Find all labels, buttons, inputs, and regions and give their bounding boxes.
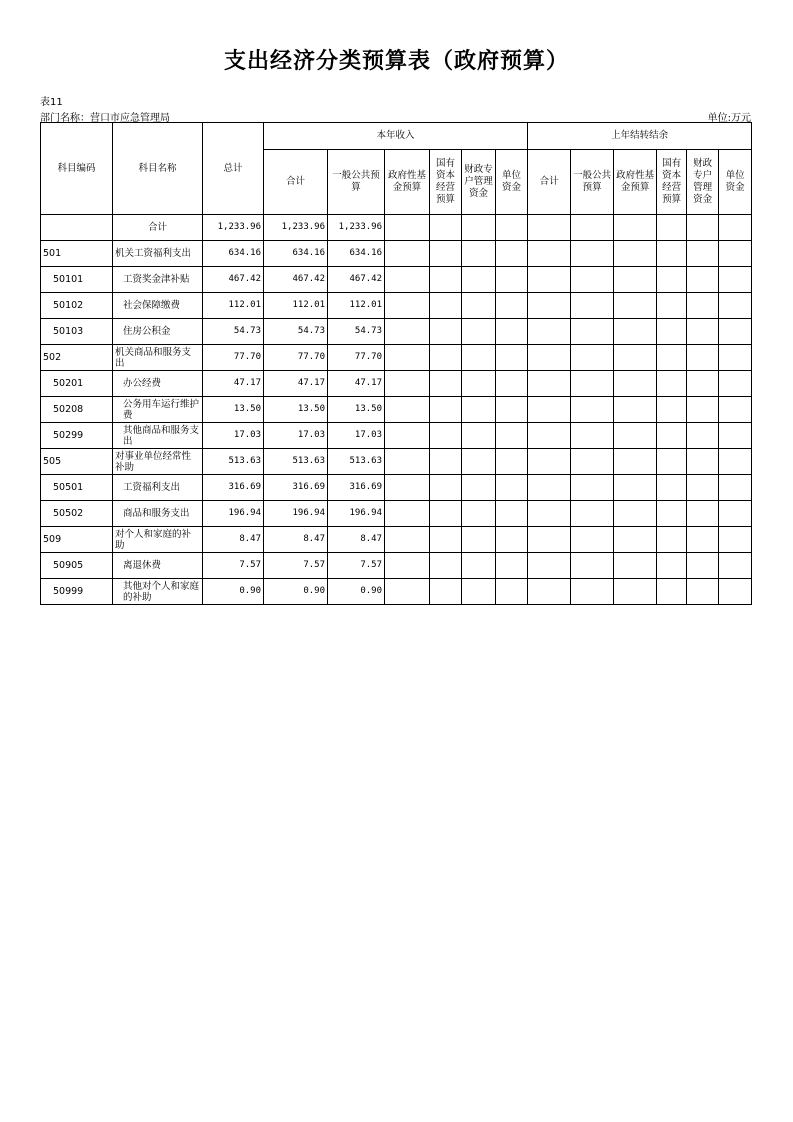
row-name: 公务用车运行维护费 [113,397,203,423]
table-row [41,449,752,475]
row-code: 50201 [41,371,113,397]
row-empty-cell [571,449,614,475]
header-prior-state-capital: 国有资本经营预算 [657,150,687,215]
row-total: 634.16 [203,241,264,267]
row-empty-cell [614,371,657,397]
row-empty-cell [528,371,571,397]
unit-label: 单位:万元 [707,113,751,124]
row-total: 112.01 [203,293,264,319]
row-empty-cell [528,501,571,527]
row-cur-general: 8.47 [328,527,385,553]
row-empty-cell [571,267,614,293]
row-empty-cell [462,553,496,579]
row-cur-general: 196.94 [328,501,385,527]
row-empty-cell [687,345,719,371]
header-code: 科目编码 [41,123,113,215]
row-empty-cell [385,501,430,527]
row-empty-cell [614,319,657,345]
row-empty-cell [528,215,571,241]
row-empty-cell [657,579,687,605]
row-empty-cell [657,553,687,579]
department-label: 部门名称：营口市应急管理局 [40,113,170,124]
row-empty-cell [657,501,687,527]
row-total: 17.03 [203,423,264,449]
row-cur-general: 13.50 [328,397,385,423]
row-empty-cell [687,397,719,423]
row-empty-cell [385,319,430,345]
row-empty-cell [571,579,614,605]
row-cur-general: 7.57 [328,553,385,579]
row-empty-cell [496,345,528,371]
row-empty-cell [719,475,752,501]
row-code: 50999 [41,579,113,605]
row-name: 其他对个人和家庭的补助 [113,579,203,605]
row-empty-cell [719,345,752,371]
row-cur-total: 316.69 [264,475,328,501]
table-row [41,371,752,397]
row-code [41,215,113,241]
row-empty-cell [430,241,462,267]
row-empty-cell [614,215,657,241]
row-empty-cell [385,397,430,423]
row-empty-cell [496,267,528,293]
row-total: 7.57 [203,553,264,579]
row-total: 467.42 [203,267,264,293]
header-cur-unit-funds: 单位资金 [496,150,528,215]
row-total: 8.47 [203,527,264,553]
row-empty-cell [719,501,752,527]
row-cur-total: 196.94 [264,501,328,527]
header-prior-year: 上年结转结余 [528,123,752,150]
row-code: 50299 [41,423,113,449]
table-number: 表11 [40,97,63,108]
row-empty-cell [614,293,657,319]
row-empty-cell [528,241,571,267]
row-name: 工资奖金津补贴 [113,267,203,293]
row-empty-cell [385,267,430,293]
row-empty-cell [571,527,614,553]
row-empty-cell [528,527,571,553]
row-empty-cell [614,501,657,527]
row-empty-cell [430,501,462,527]
row-cur-general: 1,233.96 [328,215,385,241]
row-empty-cell [430,267,462,293]
table-row [41,423,752,449]
row-empty-cell [571,371,614,397]
row-empty-cell [496,397,528,423]
row-empty-cell [614,579,657,605]
row-empty-cell [385,579,430,605]
row-empty-cell [687,475,719,501]
row-empty-cell [462,267,496,293]
row-cur-total: 112.01 [264,293,328,319]
row-empty-cell [657,293,687,319]
row-empty-cell [462,215,496,241]
row-empty-cell [528,449,571,475]
row-name: 社会保障缴费 [113,293,203,319]
table-row [41,553,752,579]
budget-table [40,122,752,605]
row-empty-cell [719,319,752,345]
row-total: 47.17 [203,371,264,397]
row-name: 商品和服务支出 [113,501,203,527]
row-empty-cell [462,319,496,345]
row-empty-cell [462,501,496,527]
row-empty-cell [462,345,496,371]
row-empty-cell [385,449,430,475]
row-empty-cell [657,527,687,553]
row-empty-cell [496,293,528,319]
row-empty-cell [462,371,496,397]
table-row [41,345,752,371]
row-code: 50103 [41,319,113,345]
row-empty-cell [496,579,528,605]
row-empty-cell [571,215,614,241]
row-cur-general: 47.17 [328,371,385,397]
row-empty-cell [496,241,528,267]
header-prior-total: 合计 [528,150,571,215]
header-prior-general: 一般公共预算 [571,150,614,215]
row-total: 513.63 [203,449,264,475]
row-cur-total: 513.63 [264,449,328,475]
row-empty-cell [385,475,430,501]
row-total: 1,233.96 [203,215,264,241]
header-prior-special-account: 财政专户管理资金 [687,150,719,215]
row-empty-cell [528,423,571,449]
row-empty-cell [385,527,430,553]
row-empty-cell [430,527,462,553]
row-empty-cell [528,553,571,579]
row-empty-cell [496,319,528,345]
row-name: 办公经费 [113,371,203,397]
row-empty-cell [462,241,496,267]
header-current-year: 本年收入 [264,123,528,150]
row-code: 50501 [41,475,113,501]
row-empty-cell [528,475,571,501]
row-empty-cell [496,215,528,241]
row-code: 502 [41,345,113,371]
row-empty-cell [571,501,614,527]
row-empty-cell [496,501,528,527]
row-empty-cell [496,527,528,553]
row-empty-cell [687,267,719,293]
row-empty-cell [385,345,430,371]
row-empty-cell [571,423,614,449]
row-cur-general: 0.90 [328,579,385,605]
row-empty-cell [462,397,496,423]
row-cur-total: 467.42 [264,267,328,293]
row-empty-cell [385,371,430,397]
row-empty-cell [496,423,528,449]
row-empty-cell [614,241,657,267]
row-empty-cell [657,345,687,371]
row-empty-cell [528,293,571,319]
row-empty-cell [687,501,719,527]
table-body [41,215,752,605]
row-name: 离退休费 [113,553,203,579]
row-empty-cell [462,293,496,319]
row-empty-cell [657,423,687,449]
row-empty-cell [430,449,462,475]
row-empty-cell [687,423,719,449]
row-empty-cell [571,241,614,267]
row-cur-general: 54.73 [328,319,385,345]
row-empty-cell [430,553,462,579]
row-cur-total: 7.57 [264,553,328,579]
row-name: 机关商品和服务支出 [113,345,203,371]
row-empty-cell [687,371,719,397]
table-row [41,579,752,605]
row-cur-general: 513.63 [328,449,385,475]
row-cur-total: 634.16 [264,241,328,267]
row-cur-total: 8.47 [264,527,328,553]
row-code: 509 [41,527,113,553]
row-empty-cell [571,293,614,319]
row-empty-cell [657,397,687,423]
row-empty-cell [462,423,496,449]
row-cur-general: 467.42 [328,267,385,293]
row-cur-general: 634.16 [328,241,385,267]
row-empty-cell [430,475,462,501]
row-empty-cell [385,423,430,449]
row-code: 50905 [41,553,113,579]
row-empty-cell [614,553,657,579]
table-row [41,501,752,527]
row-empty-cell [528,397,571,423]
row-empty-cell [614,475,657,501]
row-empty-cell [462,579,496,605]
row-name: 合计 [113,215,203,241]
row-empty-cell [430,371,462,397]
row-cur-total: 1,233.96 [264,215,328,241]
row-name: 住房公积金 [113,319,203,345]
row-empty-cell [657,475,687,501]
header-prior-unit-funds: 单位资金 [719,150,752,215]
row-empty-cell [430,293,462,319]
row-empty-cell [657,371,687,397]
row-total: 77.70 [203,345,264,371]
row-empty-cell [719,397,752,423]
header-cur-state-capital: 国有资本经营预算 [430,150,462,215]
row-name: 对事业单位经常性补助 [113,449,203,475]
row-code: 501 [41,241,113,267]
row-cur-total: 47.17 [264,371,328,397]
row-empty-cell [657,215,687,241]
row-name: 其他商品和服务支出 [113,423,203,449]
row-empty-cell [528,267,571,293]
row-empty-cell [614,345,657,371]
row-empty-cell [719,241,752,267]
row-total: 0.90 [203,579,264,605]
row-empty-cell [657,319,687,345]
row-empty-cell [614,423,657,449]
row-empty-cell [462,449,496,475]
table-row [41,397,752,423]
row-empty-cell [462,475,496,501]
row-empty-cell [385,293,430,319]
table-row [41,527,752,553]
row-cur-general: 112.01 [328,293,385,319]
row-code: 50208 [41,397,113,423]
row-code: 50502 [41,501,113,527]
row-total: 13.50 [203,397,264,423]
row-total: 54.73 [203,319,264,345]
row-empty-cell [614,397,657,423]
row-empty-cell [430,397,462,423]
row-code: 50102 [41,293,113,319]
row-cur-total: 54.73 [264,319,328,345]
row-empty-cell [430,215,462,241]
row-empty-cell [385,215,430,241]
table-row [41,215,752,241]
row-empty-cell [719,579,752,605]
row-empty-cell [528,579,571,605]
row-empty-cell [430,423,462,449]
row-empty-cell [687,579,719,605]
row-cur-general: 17.03 [328,423,385,449]
row-empty-cell [462,527,496,553]
row-empty-cell [614,449,657,475]
row-name: 机关工资福利支出 [113,241,203,267]
row-empty-cell [496,553,528,579]
row-empty-cell [719,449,752,475]
table-row [41,267,752,293]
row-empty-cell [496,475,528,501]
row-empty-cell [719,527,752,553]
page-title: 支出经济分类预算表（政府预算） [223,49,569,74]
row-empty-cell [657,241,687,267]
table-row [41,319,752,345]
row-empty-cell [614,267,657,293]
row-empty-cell [719,423,752,449]
row-empty-cell [385,241,430,267]
row-empty-cell [657,267,687,293]
row-empty-cell [719,267,752,293]
row-empty-cell [430,579,462,605]
row-name: 对个人和家庭的补助 [113,527,203,553]
row-empty-cell [719,553,752,579]
row-empty-cell [614,527,657,553]
row-cur-total: 17.03 [264,423,328,449]
row-empty-cell [528,319,571,345]
row-code: 505 [41,449,113,475]
row-empty-cell [657,449,687,475]
row-cur-total: 13.50 [264,397,328,423]
row-empty-cell [496,371,528,397]
row-code: 50101 [41,267,113,293]
row-empty-cell [687,319,719,345]
row-cur-total: 77.70 [264,345,328,371]
row-empty-cell [571,345,614,371]
row-empty-cell [687,449,719,475]
row-empty-cell [571,319,614,345]
row-empty-cell [719,293,752,319]
row-empty-cell [571,397,614,423]
row-empty-cell [687,241,719,267]
table-row [41,241,752,267]
table-row [41,475,752,501]
row-total: 196.94 [203,501,264,527]
header-prior-fund: 政府性基金预算 [614,150,657,215]
header-name: 科目名称 [113,123,203,215]
row-empty-cell [687,553,719,579]
row-cur-general: 316.69 [328,475,385,501]
row-name: 工资福利支出 [113,475,203,501]
header-cur-fund: 政府性基金预算 [385,150,430,215]
row-empty-cell [385,553,430,579]
row-total: 316.69 [203,475,264,501]
header-cur-total: 合计 [264,150,328,215]
row-empty-cell [528,345,571,371]
row-empty-cell [687,527,719,553]
row-empty-cell [687,293,719,319]
row-empty-cell [687,215,719,241]
row-cur-total: 0.90 [264,579,328,605]
header-cur-special-account: 财政专户管理资金 [462,150,496,215]
row-cur-general: 77.70 [328,345,385,371]
header-cur-general: 一般公共预算 [328,150,385,215]
row-empty-cell [430,345,462,371]
row-empty-cell [719,371,752,397]
row-empty-cell [719,215,752,241]
table-row [41,293,752,319]
row-empty-cell [496,449,528,475]
row-empty-cell [571,475,614,501]
row-empty-cell [571,553,614,579]
row-empty-cell [430,319,462,345]
header-total: 总计 [203,123,264,215]
